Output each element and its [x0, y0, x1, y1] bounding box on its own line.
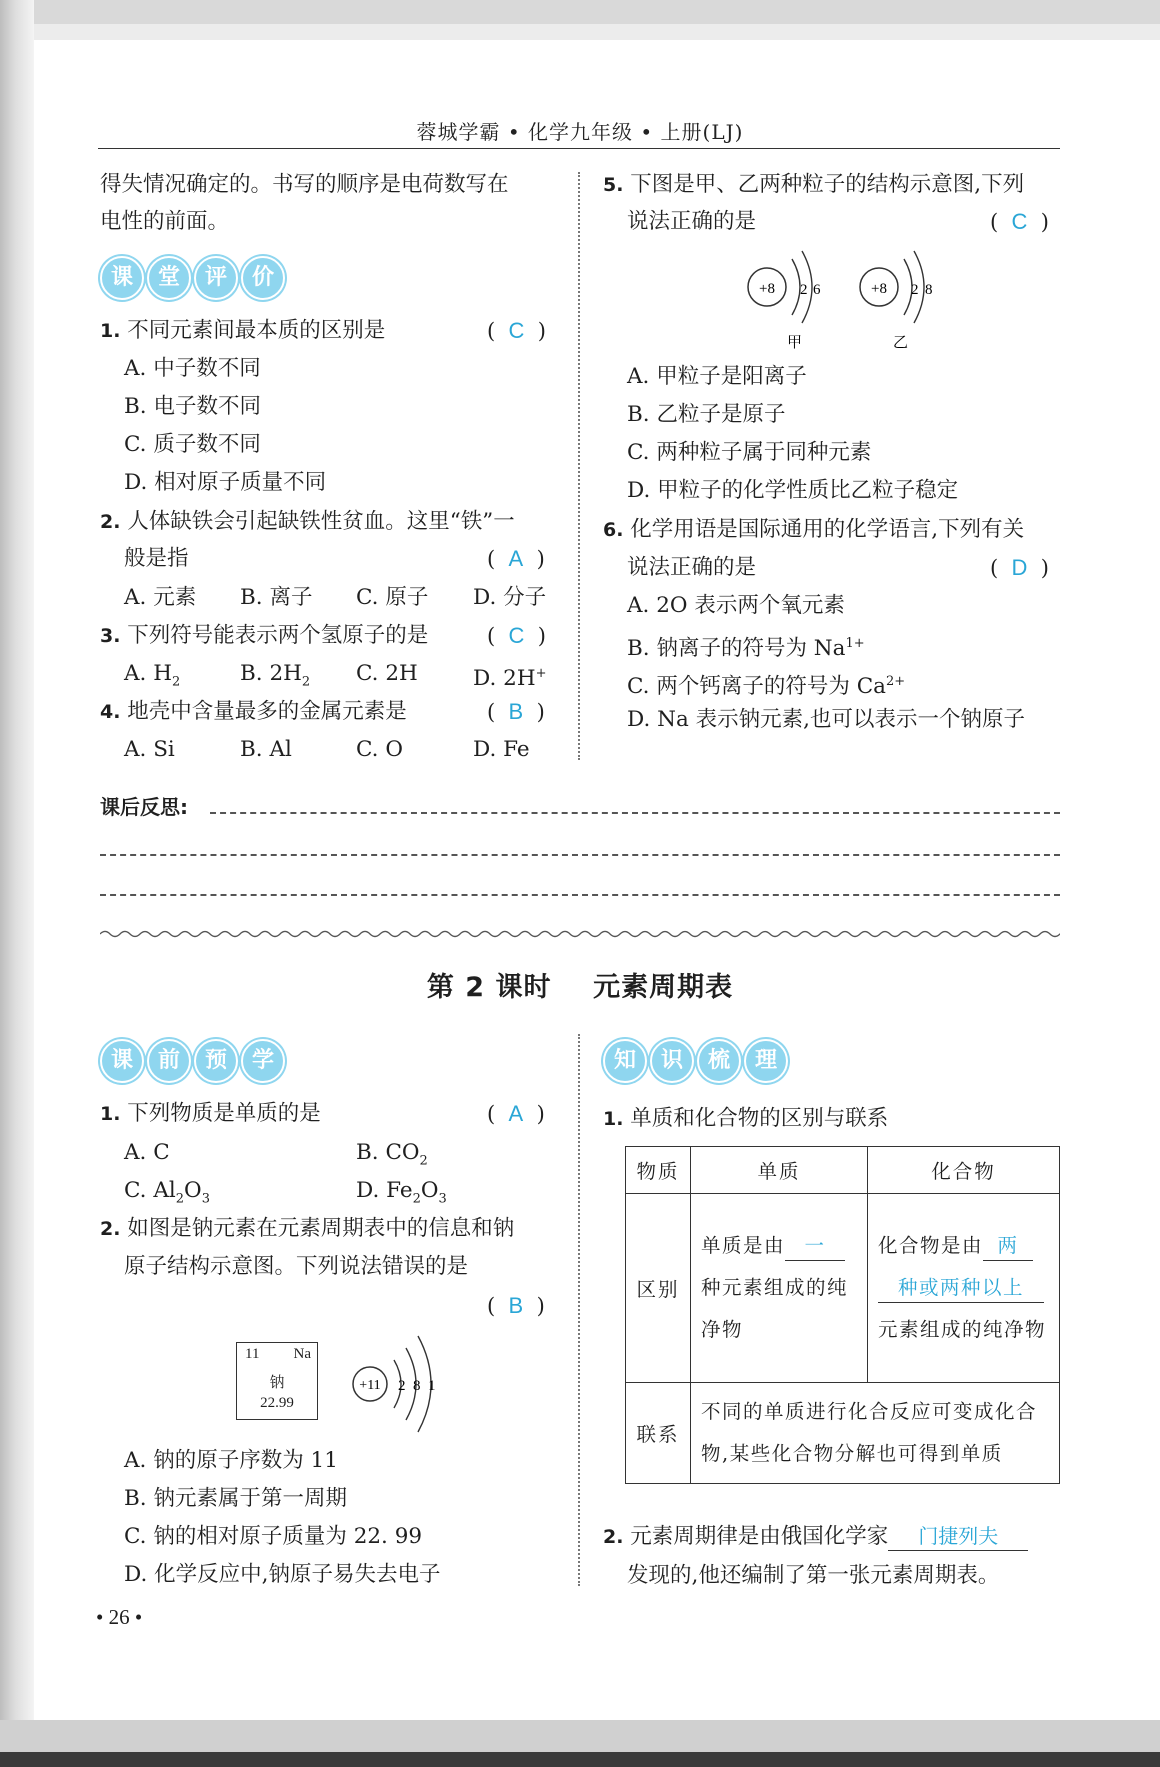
answer-letter: C [508, 318, 525, 343]
option: B. 乙粒子是原子 [627, 402, 786, 427]
column-divider-top [578, 172, 580, 760]
row-label-link: 联系 [626, 1383, 691, 1484]
question-stem-cont: 原子结构示意图。下列说法错误的是 [124, 1254, 469, 1279]
answer-letter: B [508, 1293, 524, 1318]
svg-text:8: 8 [925, 282, 933, 298]
option: B. 钠元素属于第一周期 [124, 1486, 347, 1511]
reflection-line-2[interactable] [100, 854, 1060, 856]
svg-text:2: 2 [911, 282, 919, 298]
reflection-line-3[interactable] [100, 894, 1060, 896]
question-stem-cont: 说法正确的是 [627, 555, 757, 580]
answer-q5: ( C ) [990, 209, 1049, 234]
option: A. $H_2$ [124, 661, 181, 690]
option: C. O [356, 737, 403, 762]
question-number: 1. [100, 1103, 121, 1125]
question-stem: 化学用语是国际通用的化学语言,下列有关 [630, 517, 1025, 542]
continuation-line-1: 得失情况确定的。书写的顺序是电荷数写在 [100, 172, 509, 197]
question-stem: 不同元素间最本质的区别是 [127, 318, 386, 343]
header-substance: 物质 [626, 1147, 691, 1194]
preview-question-1 [100, 1099, 321, 1129]
option: B. $2H_2$ [240, 661, 311, 690]
option: B. 离子 [240, 585, 313, 610]
knowledge-item-1 [603, 1104, 888, 1134]
question-number: 2. [100, 511, 121, 533]
badge-char: 学 [241, 1039, 285, 1083]
particle-jia [748, 251, 821, 351]
option: D. Na 表示钠元素,也可以表示一个钠原子 [627, 707, 1025, 732]
question-stem: 下图是甲、乙两种粒子的结构示意图,下列 [630, 172, 1025, 197]
badge-char: 价 [241, 256, 285, 300]
item-text: 元素周期律是由俄国化学家 [630, 1524, 889, 1549]
item-number: 2. [603, 1526, 624, 1548]
answer-letter: D [1011, 555, 1028, 580]
svg-text:2: 2 [398, 1378, 406, 1394]
option: A. Si [124, 737, 175, 762]
blank-fill: 一 [785, 1232, 845, 1261]
blank-fill: 门捷列夫 [888, 1522, 1028, 1551]
option: B. 电子数不同 [124, 394, 261, 419]
element-symbol: Na [293, 1346, 311, 1362]
question-5 [603, 170, 1024, 200]
atomic-number: 11 [245, 1346, 260, 1362]
question-number: 5. [603, 174, 624, 196]
svg-text:乙: 乙 [893, 333, 909, 351]
answer-letter: C [508, 623, 525, 648]
option: C. 质子数不同 [124, 432, 261, 457]
running-header: 蓉城学霸 • 化学九年级 • 上册(LJ) [416, 120, 744, 144]
answer-letter: B [508, 699, 524, 724]
particle-yi [860, 251, 933, 351]
lesson-title: 第 2 课时 元素周期表 [426, 972, 734, 1003]
element-definition: 单质是由 一种元素组成的纯净物 [691, 1194, 868, 1383]
wavy-divider [100, 930, 1060, 938]
section-badge-knowledge [603, 1039, 788, 1083]
option: A. 钠的原子序数为 11 [124, 1448, 338, 1473]
element-card-sodium [236, 1342, 318, 1420]
question-stem: 下列符号能表示两个氢原子的是 [127, 623, 429, 648]
option: C. 两种粒子属于同种元素 [627, 440, 872, 465]
sodium-atom-diagram [346, 1326, 456, 1436]
answer-letter: A [508, 546, 524, 571]
option: D. Fe [473, 737, 530, 762]
answer-q4: ( B ) [487, 699, 545, 724]
option: B. 钠离子的符号为 $Na^{1+}$ [627, 636, 865, 662]
answer-p2: ( B ) [487, 1293, 545, 1318]
question-stem: 人体缺铁会引起缺铁性贫血。这里“铁”一 [127, 509, 515, 534]
answer-q2: ( A ) [487, 546, 545, 571]
header-rule [98, 148, 1060, 149]
option: D. 分子 [473, 585, 547, 610]
header-compound: 化合物 [868, 1147, 1060, 1194]
question-number: 3. [100, 625, 121, 647]
compound-definition: 化合物是由 两种或两种以上元素组成的纯净物 [868, 1194, 1060, 1383]
question-6 [603, 515, 1024, 545]
option: D. 甲粒子的化学性质比乙粒子稳定 [627, 478, 959, 503]
option: A. 甲粒子是阳离子 [627, 364, 807, 389]
item-text: 单质和化合物的区别与联系 [630, 1106, 889, 1131]
option: D. 2H+ [473, 666, 547, 692]
badge-char: 前 [147, 1039, 191, 1083]
header-element: 单质 [691, 1147, 868, 1194]
badge-char: 课 [100, 256, 144, 300]
option: A. C [124, 1140, 170, 1165]
svg-text:6: 6 [813, 282, 821, 298]
svg-text:2: 2 [800, 282, 808, 298]
question-stem: 下列物质是单质的是 [127, 1101, 321, 1126]
knowledge-item-2 [603, 1522, 1028, 1552]
element-compound-table [625, 1146, 1060, 1484]
badge-char: 知 [603, 1039, 647, 1083]
answer-q3: ( C ) [487, 623, 546, 648]
svg-text:+8: +8 [759, 281, 775, 297]
question-stem-cont: 般是指 [124, 546, 189, 571]
svg-text:+8: +8 [871, 281, 887, 297]
column-divider-bottom [578, 1034, 580, 1586]
question-stem-cont: 说法正确的是 [627, 209, 757, 234]
option: D. $Fe_2O_3$ [356, 1178, 447, 1207]
bottom-bar [0, 1752, 1160, 1767]
svg-text:+11: +11 [359, 1378, 381, 1393]
atomic-mass: 22.99 [260, 1395, 294, 1411]
knowledge-item-2-cont: 发现的,他还编制了第一张元素周期表。 [627, 1563, 1000, 1588]
page-number: • 26 • [96, 1605, 143, 1629]
svg-text:1: 1 [428, 1378, 436, 1394]
row-label-difference: 区别 [626, 1194, 691, 1383]
question-stem: 地壳中含量最多的金属元素是 [127, 699, 407, 724]
badge-char: 理 [744, 1039, 788, 1083]
question-number: 2. [100, 1218, 121, 1240]
option: B. $CO_2$ [356, 1140, 428, 1169]
particle-structure-diagram [740, 244, 960, 356]
option: C. $Al_2O_3$ [124, 1178, 210, 1207]
option: C. 原子 [356, 585, 429, 610]
option: A. 元素 [124, 585, 197, 610]
continuation-line-2: 电性的前面。 [100, 209, 230, 234]
question-number: 1. [100, 320, 121, 342]
answer-letter: A [508, 1101, 524, 1126]
reflection-label: 课后反思: [100, 795, 188, 819]
page-gutter-shadow [0, 0, 34, 1767]
reflection-line-1[interactable] [210, 812, 1060, 814]
link-description: 不同的单质进行化合反应可变成化合物,某些化合物分解也可得到单质 [691, 1383, 1060, 1484]
badge-char: 课 [100, 1039, 144, 1083]
answer-letter: C [1011, 209, 1028, 234]
option: B. Al [240, 737, 292, 762]
answer-q6: ( D ) [990, 555, 1049, 580]
question-number: 4. [100, 701, 121, 723]
question-4 [100, 697, 407, 727]
option: A. 2O 表示两个氧元素 [627, 593, 845, 618]
svg-text:甲: 甲 [787, 333, 803, 351]
preview-question-2 [100, 1214, 514, 1244]
option: C. 两个钙离子的符号为 $Ca^{2+}$ [627, 674, 906, 700]
svg-text:8: 8 [413, 1378, 421, 1394]
option: C. 钠的相对原子质量为 22. 99 [124, 1524, 423, 1549]
badge-char: 梳 [697, 1039, 741, 1083]
section-badge-preview [100, 1039, 285, 1083]
question-stem: 如图是钠元素在元素周期表中的信息和钠 [127, 1216, 515, 1241]
option: D. 化学反应中,钠原子易失去电子 [124, 1562, 441, 1587]
badge-char: 识 [650, 1039, 694, 1083]
question-3 [100, 621, 428, 651]
badge-char: 堂 [147, 256, 191, 300]
option: C. 2H [356, 661, 418, 686]
question-1 [100, 316, 385, 346]
badge-char: 评 [194, 256, 238, 300]
answer-q1: ( C ) [487, 318, 546, 343]
blank-fill: 两 [983, 1232, 1033, 1261]
question-2 [100, 507, 515, 537]
option: D. 相对原子质量不同 [124, 470, 327, 495]
option: A. 中子数不同 [124, 356, 261, 381]
blank-fill: 种或两种以上 [878, 1274, 1044, 1303]
badge-char: 预 [194, 1039, 238, 1083]
answer-p1: ( A ) [487, 1101, 545, 1126]
item-number: 1. [603, 1108, 624, 1130]
question-number: 6. [603, 519, 624, 541]
section-badge-class-eval [100, 256, 285, 300]
top-edge [0, 0, 1160, 38]
element-name: 钠 [269, 1375, 285, 1391]
